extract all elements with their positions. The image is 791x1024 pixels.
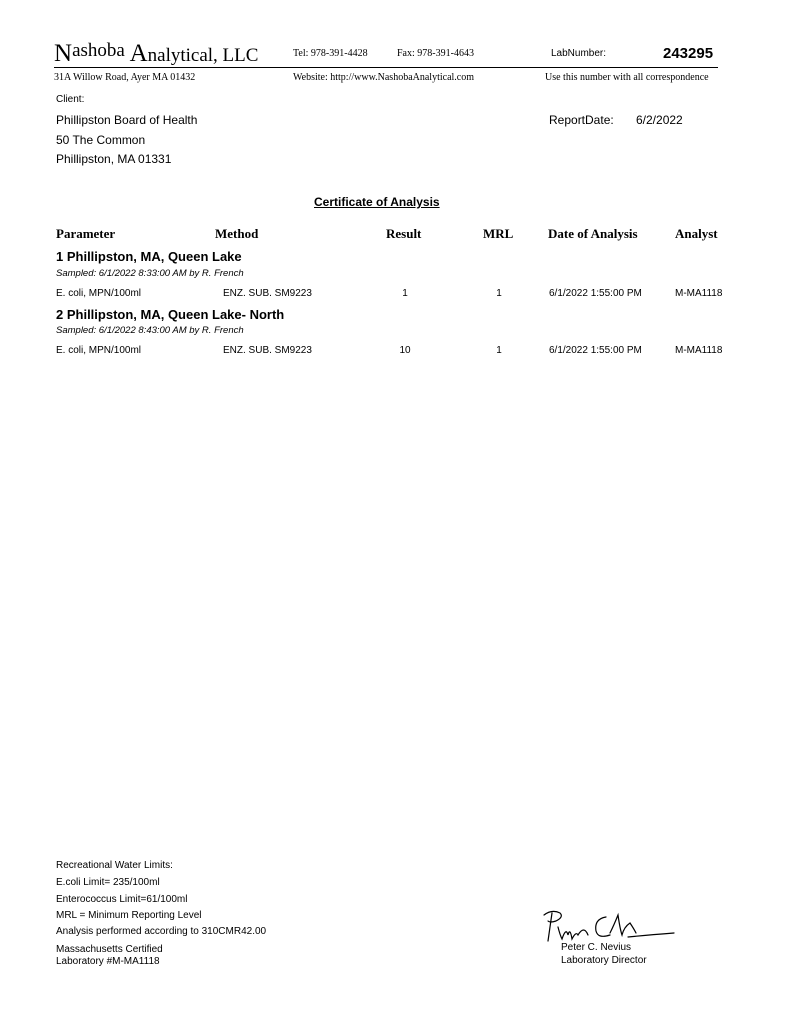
cell-date: 6/1/2022 1:55:00 PM xyxy=(549,345,642,356)
cell-method: ENZ. SUB. SM9223 xyxy=(223,288,312,299)
director-signature xyxy=(538,905,678,947)
lab-number-label: LabNumber: xyxy=(551,48,607,59)
signer-title: Laboratory Director xyxy=(561,955,647,966)
logo-word-analytical: nalytical, LLC xyxy=(147,45,259,66)
sample-collected-info: Sampled: 6/1/2022 8:33:00 AM by R. French xyxy=(56,268,244,279)
certification-line-2: Laboratory #M-MA1118 xyxy=(56,956,160,967)
header-parameter: Parameter xyxy=(56,226,116,241)
cell-date: 6/1/2022 1:55:00 PM xyxy=(549,288,642,299)
fax-number: Fax: 978-391-4643 xyxy=(397,48,474,59)
cell-mrl: 1 xyxy=(496,345,502,356)
enterococcus-limit: Enterococcus Limit=61/100ml xyxy=(56,894,188,905)
cell-result: 10 xyxy=(399,345,411,356)
header-method: Method xyxy=(215,226,259,241)
header-mrl: MRL xyxy=(483,226,514,241)
client-city: Phillipston, MA 01331 xyxy=(56,152,172,166)
header-result: Result xyxy=(386,226,422,241)
header-analyst: Analyst xyxy=(675,226,718,241)
logo-word-ashoba: ashoba xyxy=(72,40,125,61)
logo-initial-a: A xyxy=(129,40,148,67)
limits-heading: Recreational Water Limits: xyxy=(56,860,173,871)
ecoli-limit: E.coli Limit= 235/100ml xyxy=(56,877,160,888)
cell-mrl: 1 xyxy=(496,288,502,299)
header-divider xyxy=(54,67,718,68)
cell-analyst: M-MA1118 xyxy=(675,288,723,299)
report-date-label: ReportDate: xyxy=(549,113,614,127)
tel-number: Tel: 978-391-4428 xyxy=(293,48,368,59)
signer-name: Peter C. Nevius xyxy=(561,942,632,953)
sample-title: 1 Phillipston, MA, Queen Lake xyxy=(56,249,242,264)
certification-line-1: Massachusetts Certified xyxy=(56,944,163,955)
cell-parameter: E. coli, MPN/100ml xyxy=(56,288,142,299)
logo-initial-n: N xyxy=(54,40,73,67)
company-address: 31A Willow Road, Ayer MA 01432 xyxy=(54,72,196,83)
sample-title: 2 Phillipston, MA, Queen Lake- North xyxy=(56,307,285,322)
company-logo-text xyxy=(54,40,258,68)
header-date-of-analysis: Date of Analysis xyxy=(548,226,638,241)
cell-analyst: M-MA1118 xyxy=(675,345,723,356)
cell-method: ENZ. SUB. SM9223 xyxy=(223,345,312,356)
client-name: Phillipston Board of Health xyxy=(56,113,198,127)
cell-parameter: E. coli, MPN/100ml xyxy=(56,345,142,356)
analysis-regulation: Analysis performed according to 310CMR42.00 xyxy=(56,926,267,937)
certificate-title: Certificate of Analysis xyxy=(314,195,440,209)
client-label: Client: xyxy=(56,94,85,105)
sample-collected-info: Sampled: 6/1/2022 8:43:00 AM by R. French xyxy=(56,325,244,336)
company-website: Website: http://www.NashobaAnalytical.com xyxy=(293,72,475,83)
cell-result: 1 xyxy=(402,288,408,299)
lab-number: 243295 xyxy=(663,45,714,62)
report-date: 6/2/2022 xyxy=(636,113,683,127)
lab-number-note: Use this number with all correspondence xyxy=(545,72,709,83)
mrl-definition: MRL = Minimum Reporting Level xyxy=(56,910,202,921)
client-street: 50 The Common xyxy=(56,133,146,147)
